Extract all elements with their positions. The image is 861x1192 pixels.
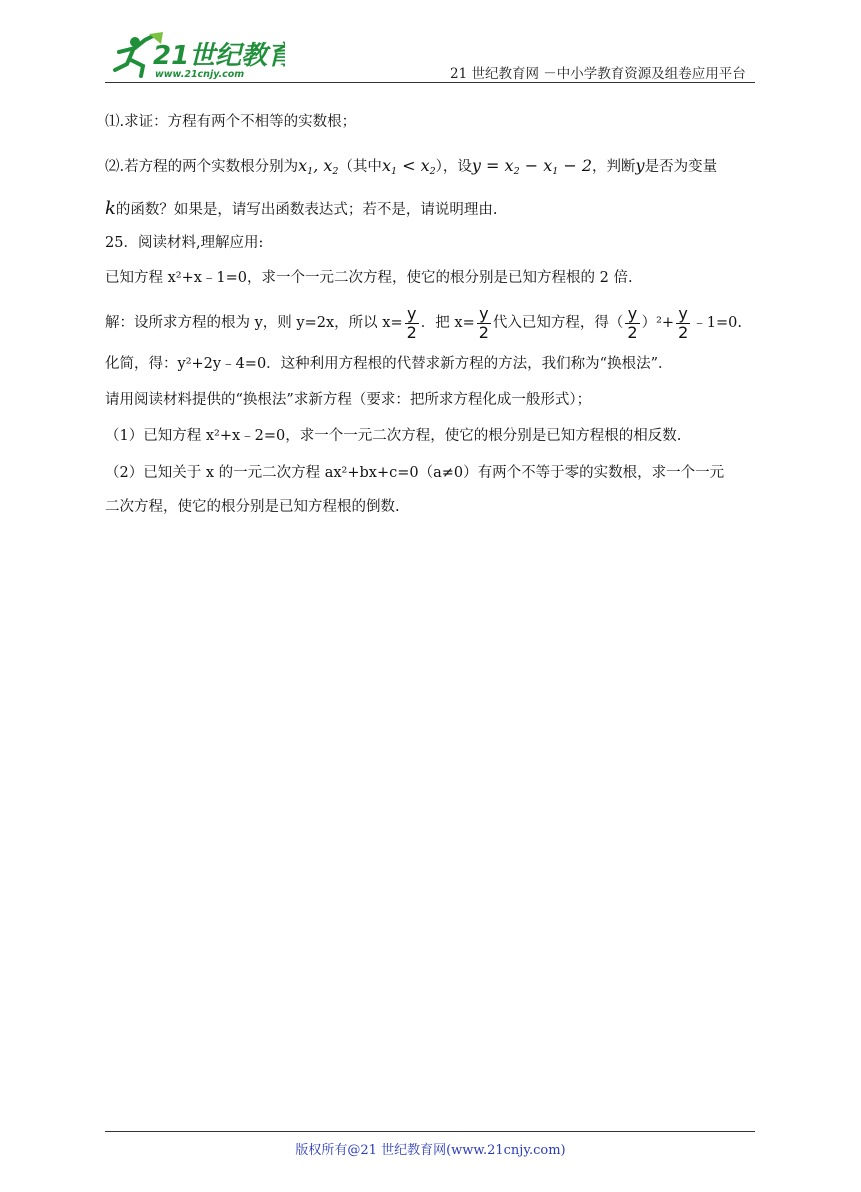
- fraction-denominator: 2: [406, 322, 417, 342]
- q24-condition-math: $x_1 < x_2$: [381, 156, 436, 177]
- q24-part2-t4: ，判断: [592, 159, 636, 175]
- logo-text: 21世纪教育: [153, 41, 285, 71]
- q24-part1-text: 求证：方程有两个不相等的实数根；: [124, 114, 357, 130]
- q25-part1: （1）已知方程 x²+x﹣2=0，求一个一元二次方程，使它的根分别是已知方程根的相反数.: [105, 428, 682, 444]
- q24-part2-t5: 是否为变量: [644, 159, 718, 175]
- fraction-numerator: y: [477, 305, 491, 324]
- q24-part2-line1: [105, 155, 717, 183]
- q24-part1-label: ⑴.: [105, 114, 125, 130]
- fraction-denominator: 2: [478, 322, 489, 342]
- q24-roots-math: $x_1$, $x_2$: [298, 156, 339, 177]
- header-divider: [105, 82, 755, 83]
- footer-divider: [105, 1131, 755, 1132]
- fraction-numerator: y: [676, 305, 690, 324]
- q25-sol-b: ．把 x=: [420, 315, 475, 331]
- q24-part2-t2: （其中: [338, 159, 382, 175]
- q24-var-y: y: [635, 156, 645, 175]
- q25-part2-line2: 二次方程，使它的根分别是已知方程根的倒数.: [105, 499, 400, 515]
- q25-header: [105, 232, 263, 254]
- fraction-denominator: 2: [627, 322, 638, 342]
- q24-part2-t6: 的函数？如果是，请写出函数表达式；若不是，请说明理由.: [115, 202, 498, 218]
- q25-sol-c: 代入已知方程，得（: [492, 315, 624, 331]
- q24-part1: [105, 111, 356, 133]
- q25-sol-a: 解：设所求方程的根为 y，则 y=2x，所以 x=: [105, 315, 403, 331]
- q25-sol-d: ）²+: [641, 315, 675, 331]
- fraction-y-over-2: [625, 305, 639, 342]
- fraction-denominator: 2: [678, 322, 689, 342]
- q25-instruction: 请用阅读材料提供的“换根法”求新方程（要求：把所求方程化成一般形式）；: [105, 392, 592, 408]
- q24-part2-t3: ），设: [435, 159, 472, 175]
- fraction-y-over-2: [477, 305, 491, 342]
- q25-number: 25．: [105, 235, 138, 251]
- q24-part2-label: ⑵.: [105, 159, 125, 175]
- fraction-numerator: y: [625, 305, 639, 324]
- q25-part2-line1: （2）已知关于 x 的一元二次方程 ax²+bx+c=0（a≠0）有两个不等于零的实数根，求一个一元: [105, 465, 725, 481]
- q25-given: 已知方程 x²+x﹣1=0，求一个一元二次方程，使它的根分别是已知方程根的 2 倍.: [105, 270, 633, 286]
- logo-url: www.21cnjy.com: [155, 69, 245, 80]
- q24-var-k: k: [105, 198, 116, 219]
- fraction-numerator: y: [405, 305, 419, 324]
- q25-simplify: 化简，得：y²+2y﹣4=0．这种利用方程根的代替求新方程的方法，我们称为“换根法”．: [105, 356, 673, 372]
- site-tagline: 21 世纪教育网 －中小学教育资源及组卷应用平台: [450, 66, 746, 82]
- q24-part2-line2: [105, 198, 498, 221]
- footer-copyright-link[interactable]: 版权所有@21 世纪教育网(www.21cnjy.com): [295, 1143, 566, 1158]
- fraction-y-over-2: [405, 305, 419, 342]
- q24-expression-math: $y = x_2 - x_1 - 2$: [471, 156, 593, 177]
- q25-solution: [105, 302, 742, 344]
- q25-sol-e: ﹣1=0.: [692, 315, 742, 331]
- q24-part2-t1: 若方程的两个实数根分别为: [124, 159, 299, 175]
- site-logo: [105, 30, 285, 82]
- runner-logo-icon: [105, 30, 285, 82]
- fraction-y-over-2: [676, 305, 690, 342]
- q25-title: 阅读材料,理解应用:: [137, 235, 264, 251]
